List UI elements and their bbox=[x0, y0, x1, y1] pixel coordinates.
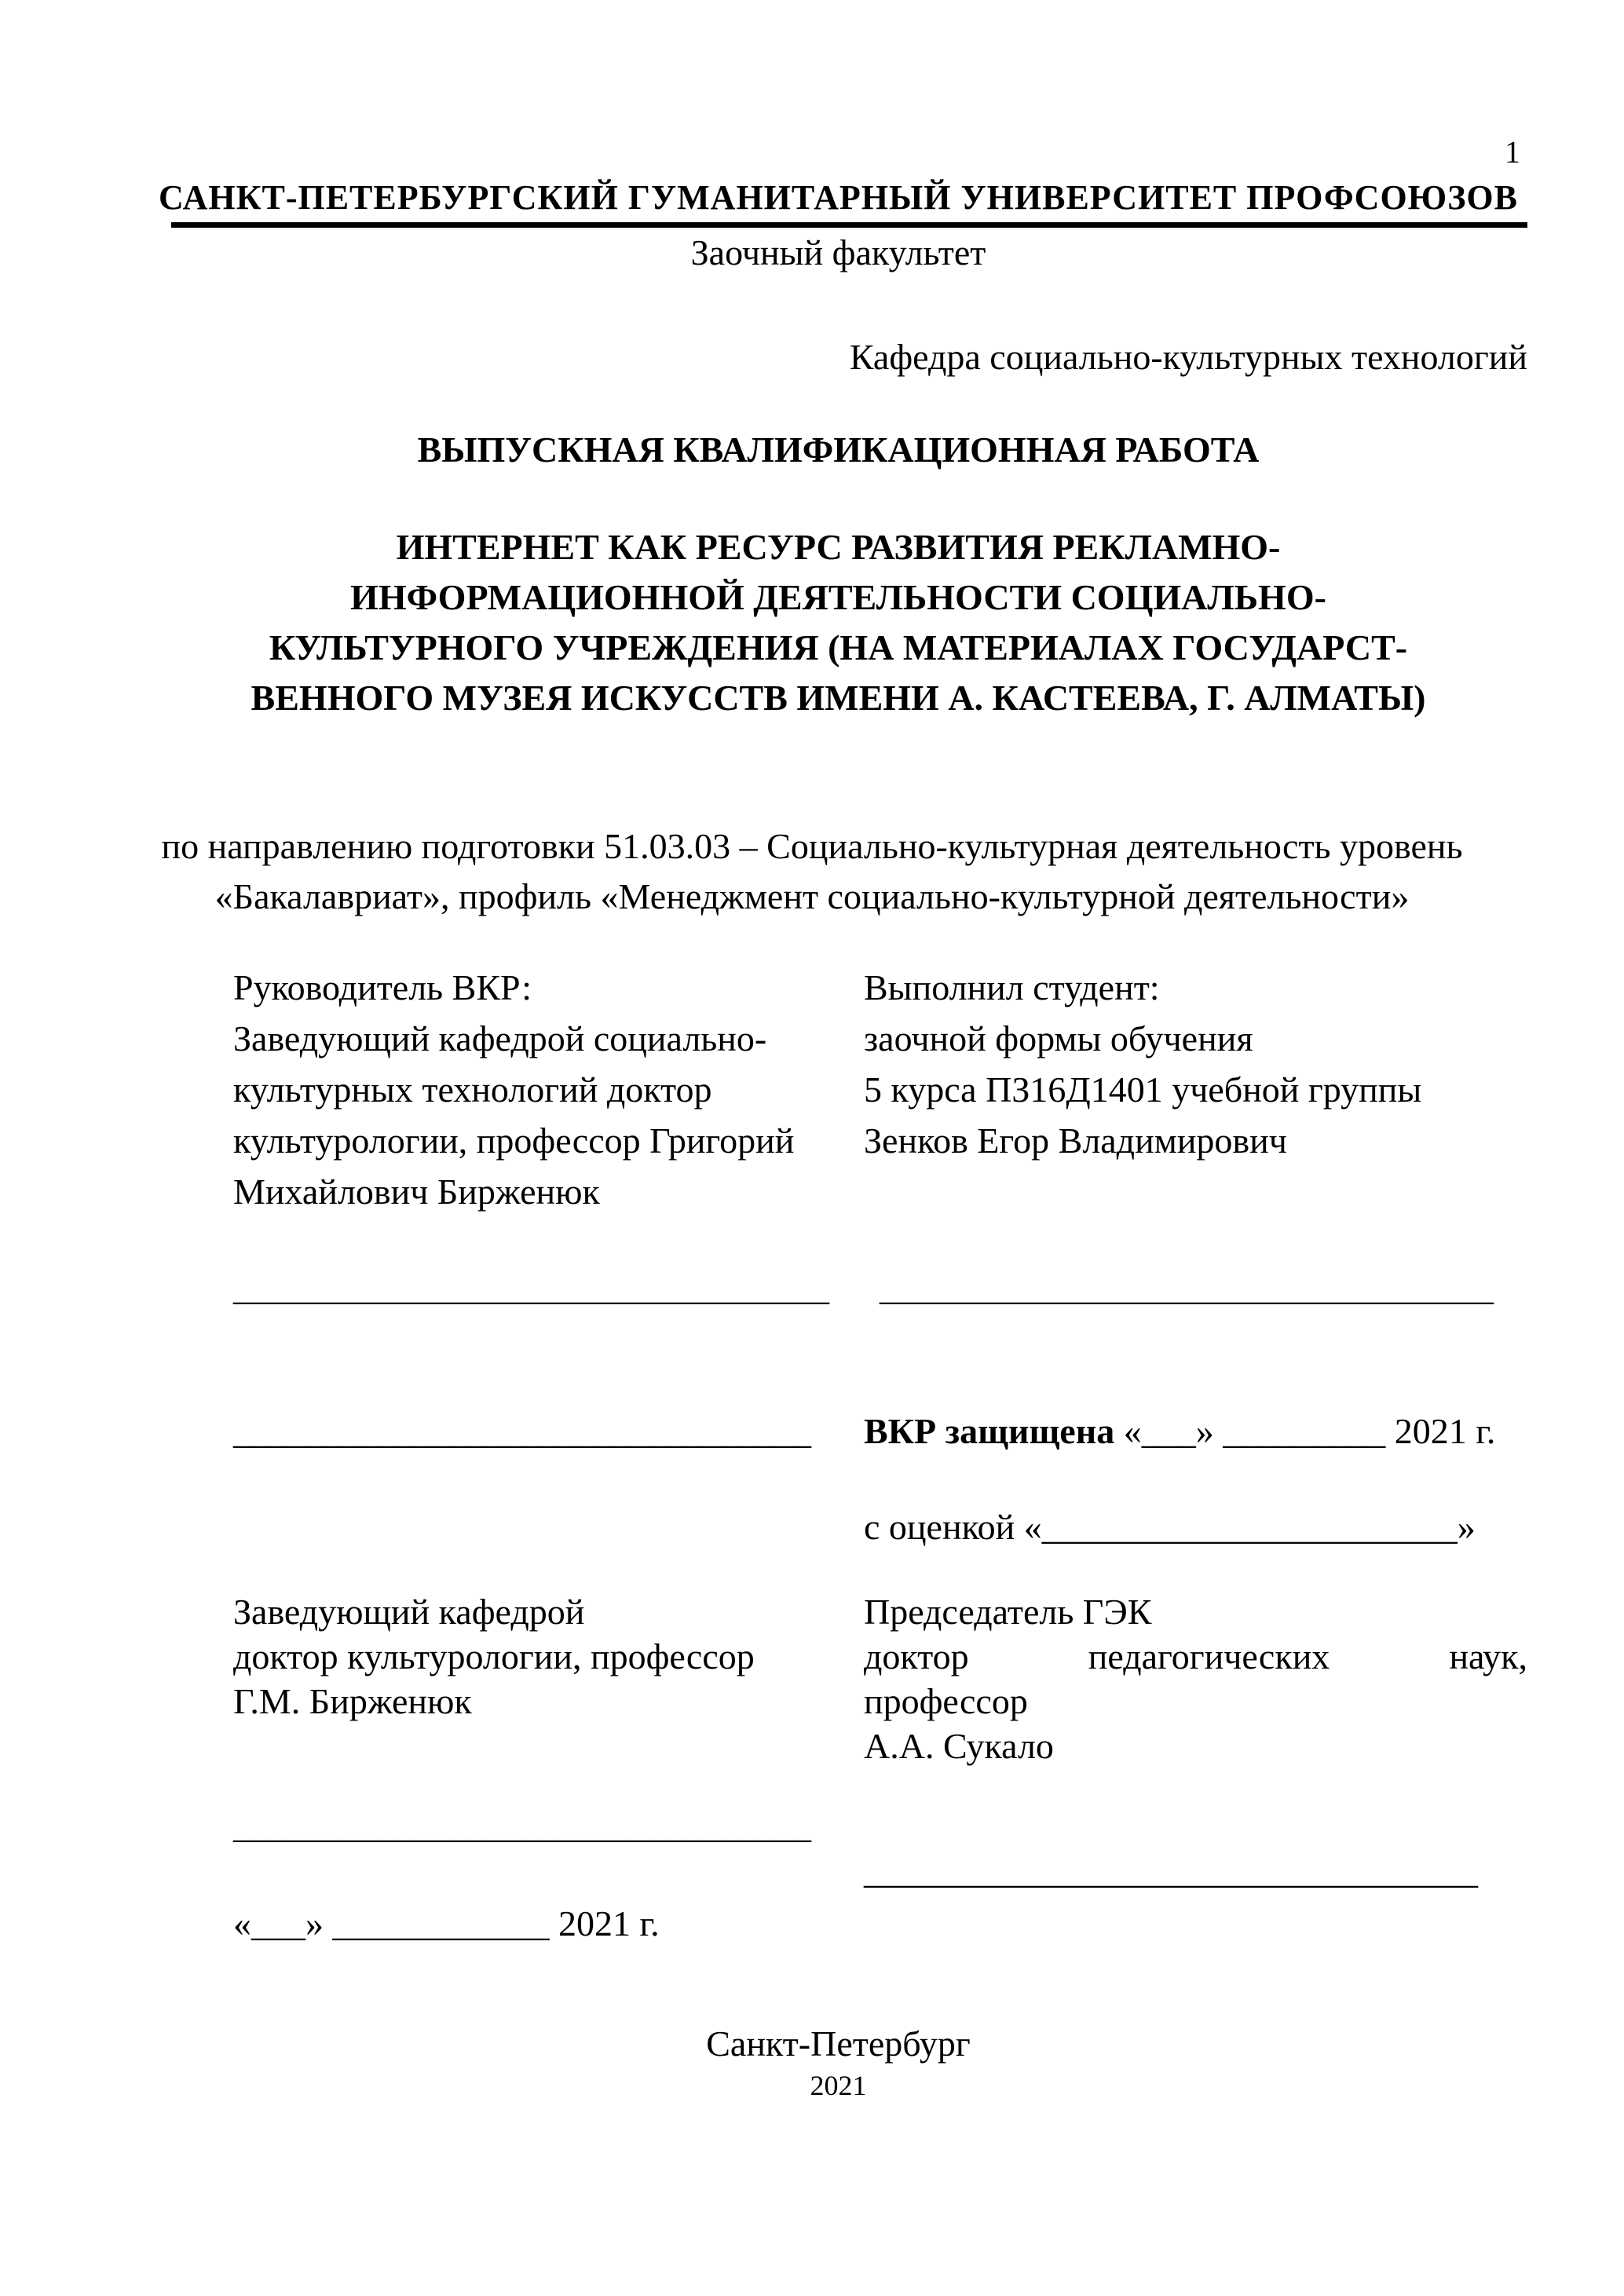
thesis-title-line-1: ИНТЕРНЕТ КАК РЕСУРС РАЗВИТИЯ РЕКЛАМНО- bbox=[396, 527, 1281, 567]
approval-date-line: «___» ____________ 2021 г. bbox=[233, 1903, 660, 1943]
defense-status-line bbox=[864, 1409, 1495, 1453]
supervisor-signature-line: _________________________________ bbox=[233, 1267, 829, 1307]
thesis-title-line-3: КУЛЬТУРНОГО УЧРЕЖДЕНИЯ (НА МАТЕРИАЛАХ ГОСУДАРСТ- bbox=[269, 627, 1408, 667]
university-header: САНКТ-ПЕТЕРБУРГСКИЙ ГУМАНИТАРНЫЙ УНИВЕРСИТЕТ ПРОФСОЮЗОВ bbox=[158, 178, 1519, 217]
student-block bbox=[864, 962, 1527, 1217]
approval-right-line-2: доктор педагогических наук, bbox=[864, 1636, 1527, 1676]
program-line-1: по направлению подготовки 51.03.03 – Социально-культурная деятельность уровень bbox=[161, 826, 1463, 866]
approval-right-line-1: Председатель ГЭК bbox=[864, 1592, 1152, 1632]
supervisor-line-1: Заведующий кафедрой социально- bbox=[233, 1018, 767, 1058]
supervisor-label: Руководитель ВКР: bbox=[233, 967, 532, 1007]
student-line-1: заочной формы обучения bbox=[864, 1018, 1253, 1058]
approval-right-line-3: профессор bbox=[864, 1681, 1028, 1721]
city-line: Санкт-Петербург bbox=[706, 2024, 971, 2064]
student-label: Выполнил студент: bbox=[864, 967, 1160, 1007]
student-signature-line: __________________________________ bbox=[880, 1267, 1494, 1307]
approval-right-signature-line: __________________________________ bbox=[864, 1851, 1478, 1891]
grade-line bbox=[864, 1505, 1476, 1549]
header-rule bbox=[171, 222, 1527, 228]
grade-prefix: с оценкой « bbox=[864, 1507, 1042, 1547]
defense-signature-line: ________________________________ bbox=[233, 1411, 811, 1451]
supervisor-block bbox=[233, 962, 842, 1217]
grade-blank: _______________________ bbox=[1041, 1507, 1458, 1547]
program-info bbox=[94, 821, 1530, 922]
approval-left-signature-line: ________________________________ bbox=[233, 1805, 811, 1845]
people-columns bbox=[233, 962, 1527, 1217]
student-line-2: 5 курса ПЗ16Д1401 учебной группы bbox=[864, 1069, 1422, 1110]
approval-left-line-2: доктор культурологии, профессор bbox=[233, 1636, 755, 1676]
thesis-title bbox=[149, 522, 1527, 723]
page-number: 1 bbox=[1505, 134, 1520, 170]
supervisor-line-4: Михайлович Бирженюк bbox=[233, 1172, 600, 1212]
approval-right-block bbox=[864, 1589, 1527, 1768]
approval-right-line-4: А.А. Сукало bbox=[864, 1726, 1054, 1766]
supervisor-line-3: культурологии, профессор Григорий bbox=[233, 1121, 795, 1161]
supervisor-line-2: культурных технологий доктор bbox=[233, 1069, 712, 1110]
grade-suffix: » bbox=[1457, 1507, 1476, 1547]
defense-date-blank: «___» _________ 2021 г. bbox=[1114, 1411, 1496, 1451]
year-line: 2021 bbox=[810, 2070, 867, 2101]
defense-label: ВКР защищена bbox=[864, 1411, 1115, 1451]
student-line-3: Зенков Егор Владимирович bbox=[864, 1121, 1287, 1161]
approval-left-line-1: Заведующий кафедрой bbox=[233, 1592, 585, 1632]
faculty-line: Заочный факультет bbox=[690, 232, 986, 272]
approval-left-block bbox=[233, 1589, 842, 1768]
thesis-title-line-4: ВЕННОГО МУЗЕЯ ИСКУССТВ ИМЕНИ А. КАСТЕЕВА, Г. АЛМАТЫ) bbox=[251, 678, 1426, 718]
thesis-title-line-2: ИНФОРМАЦИОННОЙ ДЕЯТЕЛЬНОСТИ СОЦИАЛЬНО- bbox=[350, 577, 1326, 617]
approval-left-line-3: Г.М. Бирженюк bbox=[233, 1681, 472, 1721]
program-line-2: «Бакалавриат», профиль «Менеджмент социально-культурной деятельности» bbox=[214, 876, 1410, 916]
approval-columns bbox=[233, 1589, 1527, 1768]
work-type-heading: ВЫПУСКНАЯ КВАЛИФИКАЦИОННАЯ РАБОТА bbox=[417, 430, 1260, 470]
department-line: Кафедра социально-культурных технологий bbox=[849, 337, 1527, 377]
